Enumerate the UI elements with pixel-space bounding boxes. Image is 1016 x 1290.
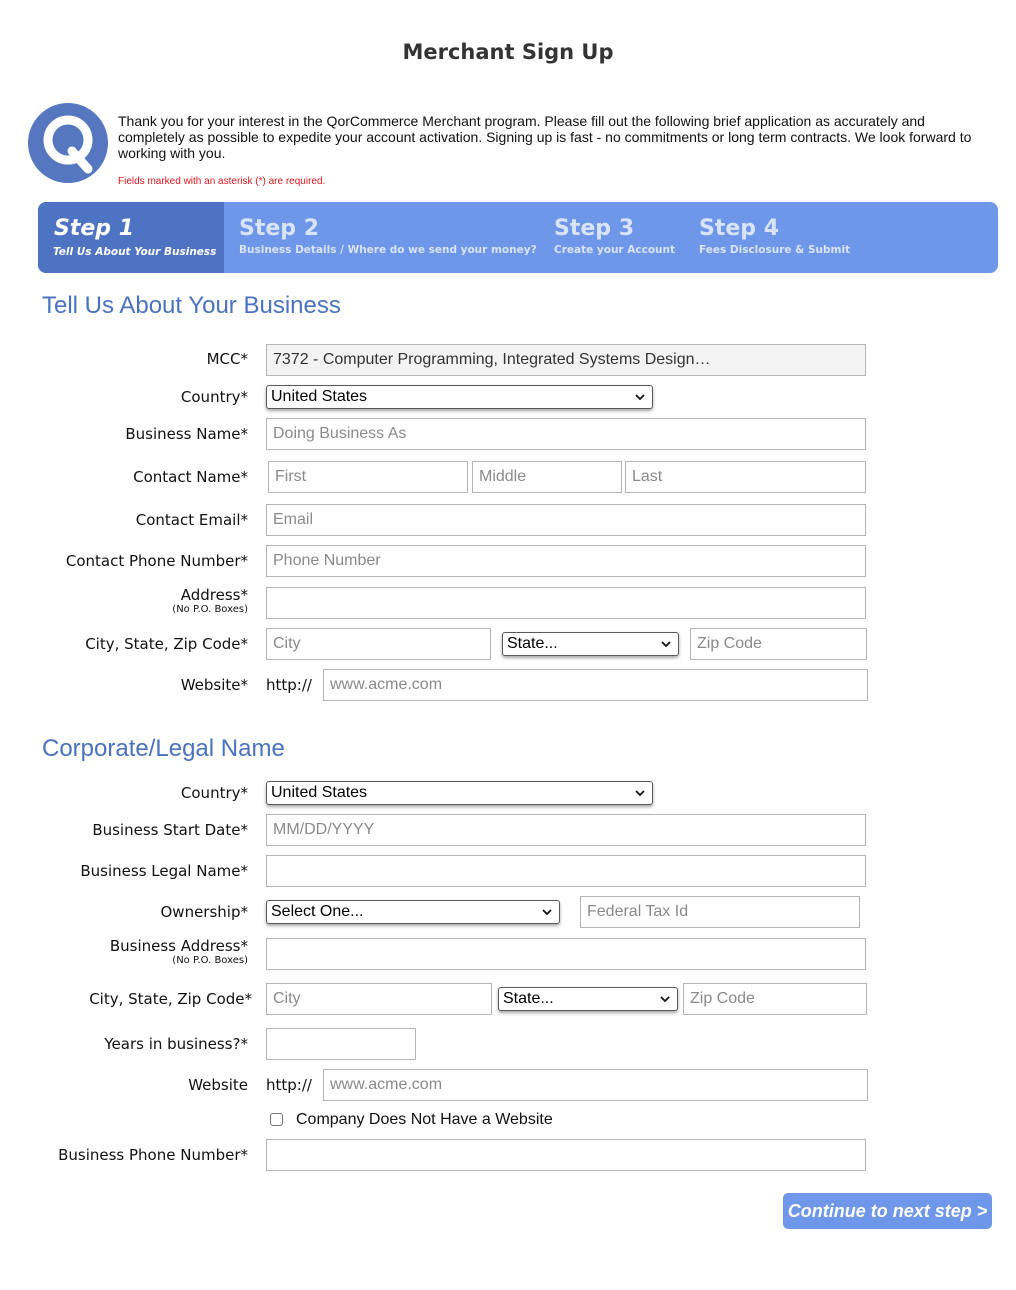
step-4-title: Step 4 bbox=[699, 216, 779, 241]
last-name-input[interactable] bbox=[625, 461, 866, 493]
step-2-title: Step 2 bbox=[239, 216, 319, 241]
step-3-title: Step 3 bbox=[554, 216, 634, 241]
chevron-down-icon bbox=[634, 391, 646, 403]
step-2-tab bbox=[239, 202, 539, 273]
ownership-label: Ownership* bbox=[160, 903, 248, 921]
business-address-input[interactable] bbox=[266, 938, 866, 970]
country-label: Country* bbox=[180, 388, 248, 406]
step-2-subtitle: Business Details / Where do we send your money? bbox=[239, 244, 537, 256]
corporate-country-select-value: United States bbox=[271, 784, 368, 801]
years-in-business-input[interactable] bbox=[266, 1028, 416, 1060]
address-label: Address* bbox=[180, 586, 248, 604]
zip-input[interactable] bbox=[690, 628, 867, 660]
chevron-down-icon bbox=[659, 993, 671, 1005]
ownership-select[interactable] bbox=[266, 900, 560, 924]
contact-email-input[interactable] bbox=[266, 504, 866, 536]
years-in-business-label: Years in business?* bbox=[104, 1035, 248, 1053]
middle-name-input[interactable] bbox=[472, 461, 622, 493]
legal-name-label: Business Legal Name* bbox=[80, 862, 248, 880]
country-select-value: United States bbox=[271, 388, 368, 405]
no-website-checkbox[interactable] bbox=[270, 1113, 283, 1126]
ownership-select-value: Select One... bbox=[271, 903, 364, 920]
corporate-state-select[interactable] bbox=[498, 987, 678, 1011]
corporate-state-select-value: State... bbox=[503, 990, 554, 1007]
step-4-tab bbox=[699, 202, 859, 273]
required-fields-note: Fields marked with an asterisk (*) are required. bbox=[118, 176, 326, 187]
no-website-label: Company Does Not Have a Website bbox=[296, 1111, 553, 1128]
business-address-label: Business Address* bbox=[109, 937, 248, 955]
intro-text: Thank you for your interest in the QorCommerce Merchant program. Please fill out the following brief application as accurately and completely as possible to expedite your account activation. Signing up is fast - no commitments or long term contracts. We look forward to working with you. bbox=[118, 113, 972, 161]
step-3-subtitle: Create your Account bbox=[554, 244, 676, 256]
business-section-heading: Tell Us About Your Business bbox=[42, 292, 341, 319]
chevron-down-icon bbox=[660, 638, 672, 650]
corporate-http-prefix: http:// bbox=[266, 1076, 312, 1094]
address-note: (No P.O. Boxes) bbox=[172, 604, 248, 615]
step-4-subtitle: Fees Disclosure & Submit bbox=[699, 244, 851, 256]
corporate-country-select[interactable] bbox=[266, 781, 653, 805]
business-phone-input[interactable] bbox=[266, 1139, 866, 1171]
step-1-tab bbox=[38, 202, 224, 273]
state-select[interactable] bbox=[502, 632, 679, 656]
start-date-input[interactable] bbox=[266, 814, 866, 846]
website-input[interactable] bbox=[323, 669, 868, 701]
logo-q-icon bbox=[28, 103, 108, 183]
corporate-city-state-zip-label: City, State, Zip Code* bbox=[89, 990, 252, 1008]
business-address-note: (No P.O. Boxes) bbox=[172, 955, 248, 966]
federal-tax-id-input[interactable] bbox=[580, 896, 860, 928]
corporate-zip-input[interactable] bbox=[683, 983, 867, 1015]
chevron-down-icon bbox=[541, 906, 553, 918]
country-select[interactable] bbox=[266, 385, 653, 409]
continue-button[interactable]: Continue to next step > bbox=[783, 1193, 992, 1229]
contact-phone-input[interactable] bbox=[266, 545, 866, 577]
start-date-label: Business Start Date* bbox=[92, 821, 248, 839]
page-title: Merchant Sign Up bbox=[402, 40, 614, 64]
step-1-subtitle: Tell Us About Your Business bbox=[53, 246, 217, 258]
corporate-website-input[interactable] bbox=[323, 1069, 868, 1101]
chevron-down-icon bbox=[634, 787, 646, 799]
city-state-zip-label: City, State, Zip Code* bbox=[85, 635, 248, 653]
city-input[interactable] bbox=[266, 628, 491, 660]
http-prefix: http:// bbox=[266, 676, 312, 694]
first-name-input[interactable] bbox=[268, 461, 468, 493]
corporate-country-label: Country* bbox=[180, 784, 248, 802]
contact-email-label: Contact Email* bbox=[135, 511, 248, 529]
step-3-tab bbox=[554, 202, 694, 273]
legal-name-input[interactable] bbox=[266, 855, 866, 887]
website-label: Website* bbox=[180, 676, 248, 694]
contact-name-label: Contact Name* bbox=[133, 468, 248, 486]
corporate-city-input[interactable] bbox=[266, 983, 492, 1015]
business-name-label: Business Name* bbox=[125, 425, 248, 443]
qorcommerce-logo bbox=[28, 103, 108, 183]
mcc-label: MCC* bbox=[206, 350, 248, 368]
mcc-field[interactable] bbox=[266, 344, 866, 376]
corporate-website-label: Website bbox=[188, 1076, 248, 1094]
business-name-input[interactable] bbox=[266, 418, 866, 450]
corporate-section-heading: Corporate/Legal Name bbox=[42, 735, 285, 762]
contact-phone-label: Contact Phone Number* bbox=[65, 552, 248, 570]
address-input[interactable] bbox=[266, 587, 866, 619]
business-phone-label: Business Phone Number* bbox=[58, 1146, 248, 1164]
state-select-value: State... bbox=[507, 635, 558, 652]
step-1-title: Step 1 bbox=[54, 216, 134, 241]
